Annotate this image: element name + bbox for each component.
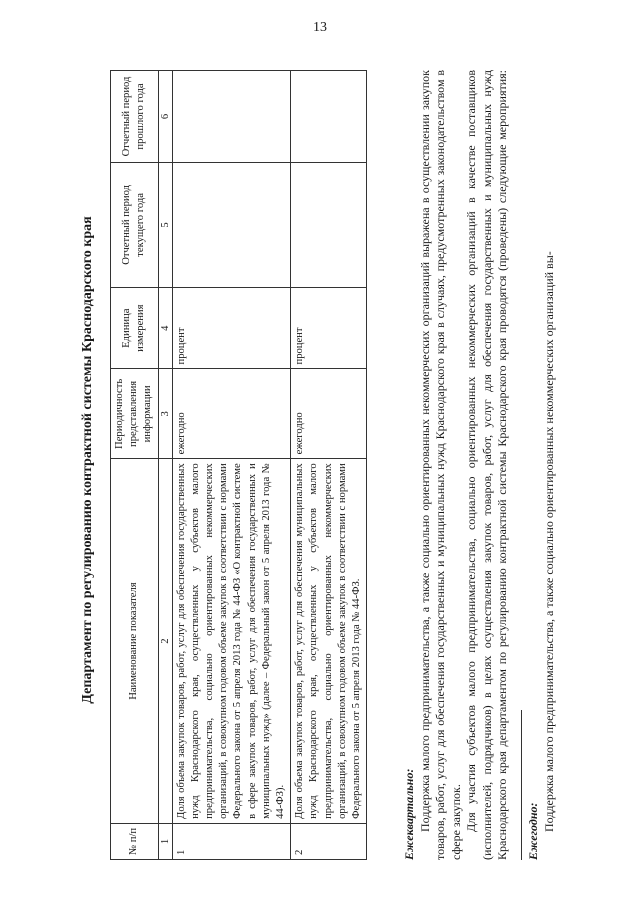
quarterly-paragraph-2: Для участия субъектов малого предпринимательства, социально ориентированных некоммерческих организаций в качестве поставщиков (исполнителей, подрядчиков) в целях осуществления закупок товаров, работ, услуг для обеспечения государственных и муниципальных нужд Краснодарского края департаментом по регулированию контрактной системы Краснодарского края проводятся (проведены) следующие мероприятия:	[464, 70, 509, 860]
row-current	[291, 162, 367, 287]
col-number: 5	[158, 162, 172, 287]
page-number: 13	[313, 20, 327, 35]
row-unit: процент	[291, 287, 367, 369]
header-name: Наименование показателя	[111, 459, 159, 824]
quarterly-paragraph-1: Поддержка малого предпринимательства, а также социально ориентированных некоммерческих организаций выражена в осуществлении закупок товаров, работ, услуг для обеспечения государственных и муниципальных нужд Краснодарского края в случаях, предусмотренных законодательством в сфере закупок.	[417, 70, 463, 860]
row-period: ежегодно	[291, 369, 367, 459]
row-num: 2	[291, 823, 367, 859]
header-period: Периодичность представления информации	[111, 369, 159, 459]
table-row	[291, 71, 367, 860]
row-name: Доля объема закупок товаров, работ, услуг для обеспечения муниципальных нужд Краснодарского края, осуществленных у субъектов малого предпринимательства, социально ориентированных некоммерческих организаций, в совокупном годовом объеме закупок в соответствии с нормами Федерального закона от 5 апреля 2013 года № 44-ФЗ.	[291, 459, 367, 824]
row-current	[172, 162, 291, 287]
fill-in-line	[511, 710, 522, 860]
header-current: Отчетный период текущего года	[111, 162, 159, 287]
table-header-row	[111, 71, 159, 860]
col-number: 4	[158, 287, 172, 369]
row-previous	[172, 71, 291, 163]
col-number: 1	[158, 823, 172, 859]
row-unit: процент	[172, 287, 291, 369]
header-num: № п/п	[111, 823, 159, 859]
col-number: 3	[158, 369, 172, 459]
body-text	[402, 70, 557, 860]
column-number-row	[158, 71, 172, 860]
row-previous	[291, 71, 367, 163]
header-unit: Единица измерения	[111, 287, 159, 369]
row-name: Доля объема закупок товаров, работ, услуг для обеспечения государственных нужд Краснодарского края, осуществленных у субъектов малого предпринимательства, социально ориентированных некоммерческих организаций, в совокупном годовом объеме закупок в соответствии с нормами Федерального закона от 5 апреля 2013 года № 44-ФЗ «О контрактной системе в сфере закупок товаров, работ, услуг для обеспечения государственных и муниципальных нужд» (далее – Федеральный закон от 5 апреля 2013 года № 44-ФЗ).	[172, 459, 291, 824]
quarterly-heading: Ежеквартально:	[402, 768, 416, 860]
document-title: Департамент по регулированию контрактной системы Краснодарского края	[80, 216, 95, 704]
col-number: 6	[158, 71, 172, 163]
yearly-heading: Ежегодно:	[526, 802, 540, 860]
row-period: ежегодно	[172, 369, 291, 459]
rotated-page-content	[80, 60, 610, 860]
yearly-paragraph-1: Поддержка малого предпринимательства, а также социально ориентированных некоммерческих организаций вы-	[541, 251, 556, 832]
table-row	[172, 71, 291, 860]
indicators-table	[110, 70, 367, 860]
header-previous: Отчетный период прошлого года	[111, 71, 159, 163]
col-number: 2	[158, 459, 172, 824]
row-num: 1	[172, 823, 291, 859]
